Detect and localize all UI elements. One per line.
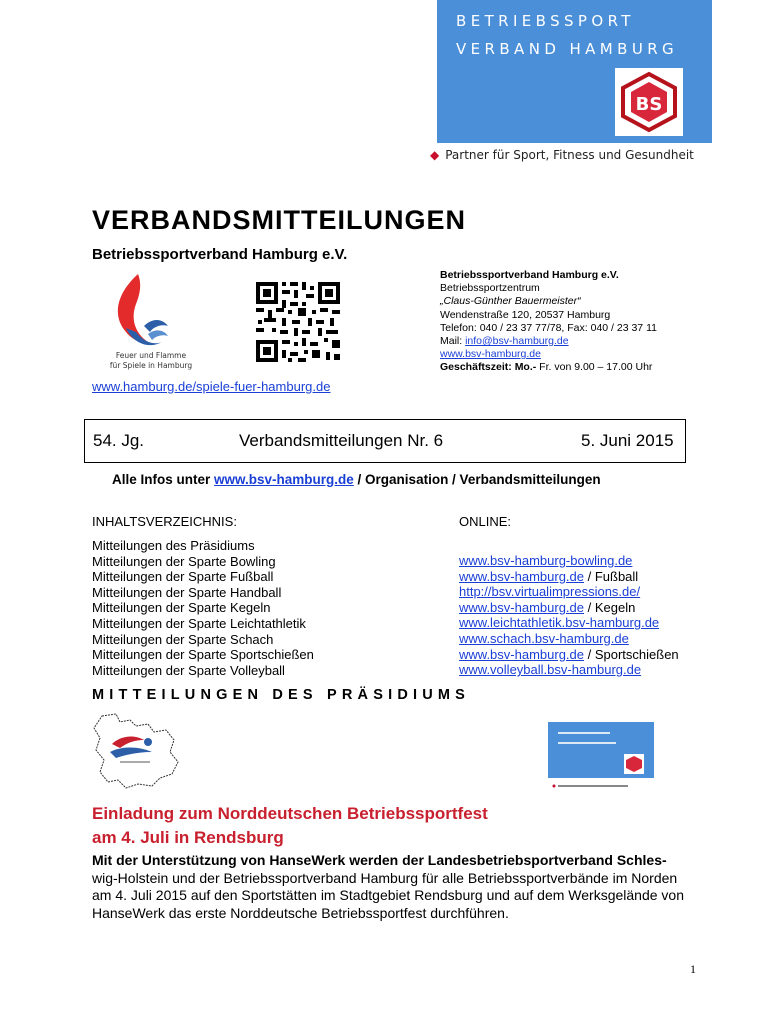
small-brand-logo (548, 722, 654, 802)
issue-number: Verbandsmitteilungen Nr. 6 (239, 431, 444, 450)
page-subtitle: Betriebssportverband Hamburg e.V. (92, 246, 348, 263)
toc-item: Mitteilungen der Sparte Sportschießen (92, 647, 314, 663)
flame-logo-line-2: für Spiele in Hamburg (109, 361, 193, 370)
online-link[interactable]: www.bsv-hamburg-bowling.de (459, 553, 633, 568)
contact-mail-link[interactable]: info@bsv-hamburg.de (465, 335, 569, 348)
online-link[interactable]: www.bsv-hamburg.de (459, 568, 584, 584)
online-link[interactable]: www.bsv-hamburg.de (459, 599, 584, 615)
contact-street: Wendenstraße 120, 20537 Hamburg (440, 308, 611, 321)
section-heading: MITTEILUNGEN DES PRÄSIDIUMS (92, 687, 471, 703)
toc-item: Mitteilungen der Sparte Bowling (92, 553, 276, 569)
toc-heading: INHALTSVERZEICHNIS: (92, 514, 237, 529)
diamond-bullet-icon: ◆ (430, 148, 440, 162)
event-title (92, 802, 488, 850)
toc-item: Mitteilungen der Sparte Fußball (92, 569, 274, 585)
toc-item: Mitteilungen der Sparte Handball (92, 584, 282, 600)
contact-mail-row (440, 335, 657, 348)
online-heading: ONLINE: (459, 514, 512, 529)
contact-phone: Telefon: 040 / 23 37 77/78, Fax: 040 / 23 37 11 (440, 321, 657, 334)
online-item (459, 662, 679, 678)
online-suffix: / Kegeln (584, 599, 636, 615)
brand-line-2: VERBAND HAMBURG (456, 40, 679, 58)
online-item (459, 647, 679, 663)
online-link[interactable]: www.leichtathletik.bsv-hamburg.de (459, 615, 660, 631)
brand-tagline (430, 148, 694, 162)
page-title: VERBANDSMITTEILUNGEN (92, 205, 467, 235)
svg-text:BS: BS (635, 94, 663, 115)
online-link[interactable]: www.volleyball.bsv-hamburg.de (459, 662, 642, 678)
issue-date: 5. Juni 2015 (581, 431, 674, 450)
online-suffix: / Sportschießen (584, 646, 679, 662)
contact-hours-label: Geschäftszeit: Mo.- (440, 361, 537, 374)
contact-hours-row (440, 361, 657, 374)
event-title-line-2: am 4. Juli in Rendsburg (92, 828, 284, 847)
contact-center-name: „Claus-Günther Bauermeister“ (440, 295, 581, 308)
contact-web-link[interactable]: www.bsv-hamburg.de (440, 348, 541, 361)
north-germany-map-logo (90, 712, 190, 790)
qr-code-icon (252, 280, 344, 364)
spiele-hamburg-link[interactable]: www.hamburg.de/spiele-fuer-hamburg.de (92, 379, 331, 394)
toc-item: Mitteilungen der Sparte Volleyball (92, 662, 285, 678)
toc-item: Mitteilungen der Sparte Leichtathletik (92, 615, 306, 631)
contact-block (440, 269, 657, 375)
info-link[interactable]: www.bsv-hamburg.de (214, 472, 354, 487)
online-link[interactable]: www.schach.bsv-hamburg.de (459, 630, 629, 646)
online-item (459, 553, 679, 569)
contact-mail-label: Mail: (440, 335, 466, 348)
online-item (459, 631, 679, 647)
online-item (459, 584, 679, 600)
online-item (459, 569, 679, 585)
toc-item: Mitteilungen der Sparte Kegeln (92, 600, 271, 616)
event-title-line-1: Einladung zum Norddeutschen Betriebssportfest (92, 804, 488, 823)
online-item (459, 600, 679, 616)
tagline-text: Partner für Sport, Fitness und Gesundheit (445, 148, 694, 162)
online-link[interactable]: www.bsv-hamburg.de (459, 646, 584, 662)
event-body-bold: Mit der Unterstützung von HanseWerk werden der Landesbetriebsportverband Schles- (92, 852, 667, 868)
online-suffix: / Fußball (584, 568, 639, 584)
issue-info-box (84, 419, 686, 463)
page-number: 1 (690, 962, 696, 976)
feuer-und-flamme-logo (96, 270, 206, 378)
toc-item: Mitteilungen des Präsidiums (92, 538, 255, 553)
info-prefix: Alle Infos unter (112, 472, 215, 487)
issue-year: 54. Jg. (93, 431, 145, 450)
online-item (459, 615, 679, 631)
contact-name: Betriebssportverband Hamburg e.V. (440, 269, 619, 281)
online-list (459, 553, 679, 678)
info-line (112, 472, 601, 487)
event-body (92, 852, 697, 922)
bs-emblem-icon (615, 68, 683, 136)
brand-line-1: BETRIEBSSPORT (456, 12, 635, 30)
toc-list (92, 538, 314, 678)
toc-item: Mitteilungen der Sparte Schach (92, 631, 274, 647)
info-suffix: / Organisation / Verbandsmitteilungen (353, 472, 601, 487)
flame-logo-line-1: Feuer und Flamme (115, 351, 187, 360)
brand-logo-box (437, 0, 712, 143)
contact-center: Betriebssportzentrum (440, 282, 540, 295)
online-link[interactable]: http://bsv.virtualimpressions.de/ (459, 584, 641, 600)
event-body-rest: wig-Holstein und der Betriebssportverband Hamburg für alle Betriebssportverbände im Norden am 4. Juli 2015 auf den Sportstätten im Stadtgebiet Rendsburg und auf dem Werksgelände von HanseWerk das erste Norddeutsche Betriebssportfest durchführen. (92, 869, 684, 921)
contact-hours: Fr. von 9.00 – 17.00 Uhr (536, 361, 653, 374)
